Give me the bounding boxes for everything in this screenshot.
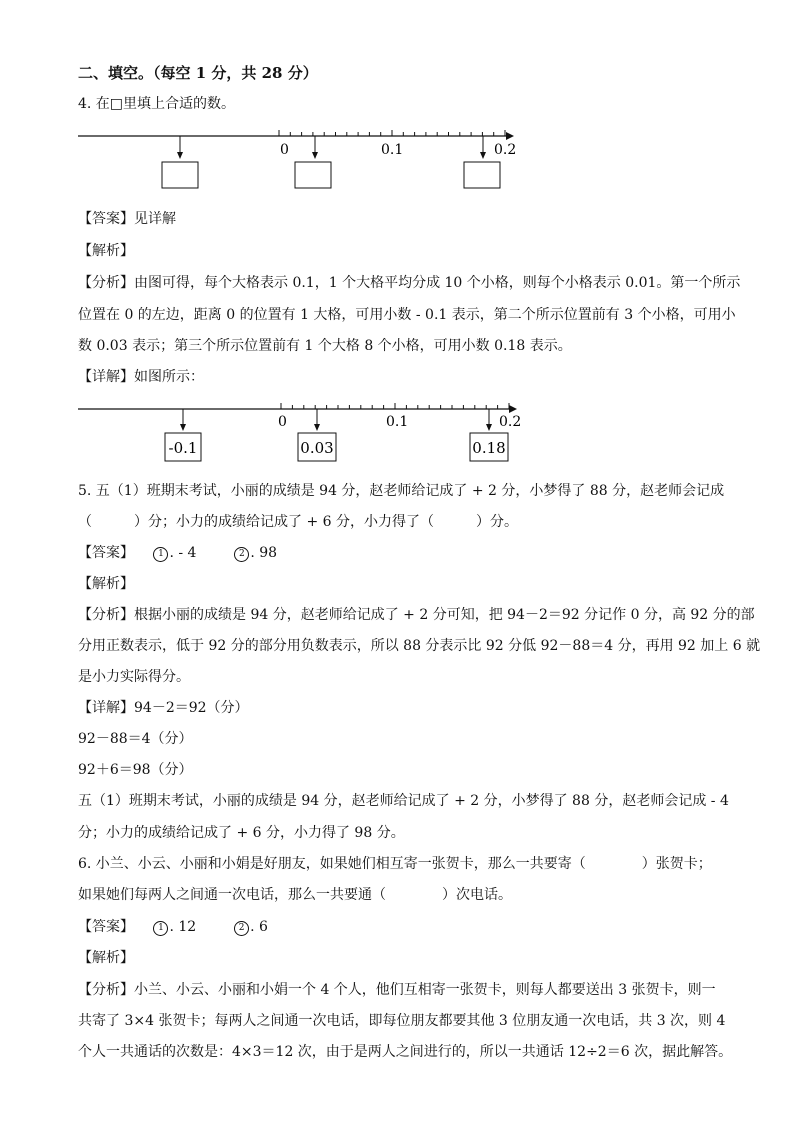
- q5-detail-line-3: 92＋6＝98（分）: [78, 762, 193, 778]
- q5-analysis-line-3: 是小力实际得分。: [78, 669, 190, 685]
- q5-analysis-line-1: 【分析】根据小丽的成绩是 94 分，赵老师给记成了 + 2 分可知，把 94－2＝92 分记作 0 分，高 92 分的部: [78, 607, 755, 623]
- blank-box-3[interactable]: [464, 162, 500, 188]
- q4-question: 4. 在□里填上合适的数。: [78, 96, 236, 112]
- q4-analysis-label: 【解析】: [78, 243, 134, 259]
- q5-question-line-2: （ ）分；小力的成绩给记成了 + 6 分，小力得了（ ）分。: [78, 514, 518, 530]
- answer-value-1: -0.1: [168, 439, 198, 457]
- axis-label-0.1: 0.1: [386, 414, 409, 430]
- q4-answer: 【答案】见详解: [78, 211, 176, 227]
- q5-question-line-1: 5. 五（1）班期末考试，小丽的成绩是 94 分，赵老师给记成了 + 2 分，小梦得了 88 分，赵老师会记成: [78, 483, 725, 499]
- axis-label-0: 0: [278, 414, 287, 430]
- q4-analysis-line-3: 数 0.03 表示；第三个所示位置前有 1 个大格 8 个小格，可用小数 0.18 表示。: [78, 338, 572, 354]
- answer-label: 【答案】: [78, 919, 134, 935]
- axis-label-0.1: 0.1: [381, 142, 404, 158]
- circled-number-1: 1: [153, 921, 168, 936]
- answer-value: . 12: [169, 919, 197, 935]
- blank-box-1[interactable]: [162, 162, 198, 188]
- q4-detail: 【详解】如图所示：: [78, 369, 204, 385]
- answer-value: . 98: [250, 545, 278, 561]
- q6-question-line-1: 6. 小兰、小云、小丽和小娟是好朋友，如果她们相互寄一张贺卡，那么一共要寄（ ）张贺卡；: [78, 856, 712, 872]
- q4-analysis-line-1: 【分析】由图可得，每个大格表示 0.1，1 个大格平均分成 10 个小格，则每个小格表示 0.01。第一个所示: [78, 275, 741, 291]
- circled-number-1: 1: [153, 547, 168, 562]
- q6-answer: [78, 918, 268, 936]
- q5-detail-line-4: 五（1）班期末考试，小丽的成绩是 94 分，赵老师给记成了 + 2 分，小梦得了 88 分，赵老师会记成 - 4: [78, 793, 729, 809]
- axis-label-0: 0: [280, 142, 289, 158]
- axis-label-0.2: 0.2: [499, 414, 522, 430]
- q5-answer: [78, 544, 277, 562]
- answer-value: . - 4: [169, 545, 197, 561]
- answer-value-3: 0.18: [472, 439, 506, 457]
- axis-label-0.2: 0.2: [494, 142, 517, 158]
- section-title: 二、填空。（每空 1 分，共 28 分）: [78, 64, 318, 82]
- q6-analysis-line-2: 共寄了 3×4 张贺卡；每两人之间通一次电话，即每位朋友都要其他 3 位朋友通一次电话，共 3 次，则 4: [78, 1013, 726, 1029]
- q5-analysis-label: 【解析】: [78, 576, 134, 592]
- answer-label: 【答案】: [78, 545, 134, 561]
- number-line-question: [78, 125, 528, 195]
- q5-detail-line-2: 92－88＝4（分）: [78, 731, 193, 747]
- q5-analysis-line-2: 分用正数表示，低于 92 分的部分用负数表示，所以 88 分表示比 92 分低 92－88＝4 分，再用 92 加上 6 就: [78, 638, 761, 654]
- answer-value-2: 0.03: [300, 439, 334, 457]
- q6-question-line-2: 如果她们每两人之间通一次电话，那么一共要通（ ）次电话。: [78, 887, 512, 903]
- q6-analysis-line-1: 【分析】小兰、小云、小丽和小娟一个 4 个人，他们互相寄一张贺卡，则每人都要送出 3 张贺卡，则一: [78, 982, 716, 998]
- q6-analysis-line-3: 个人一共通话的次数是：4×3＝12 次，由于是两人之间进行的，所以一共通话 12÷2＝6 次，据此解答。: [78, 1044, 733, 1060]
- q6-analysis-label: 【解析】: [78, 950, 134, 966]
- answer-value: . 6: [250, 919, 268, 935]
- q5-detail-line-1: 【详解】94－2＝92（分）: [78, 700, 249, 716]
- circled-number-2: 2: [234, 547, 249, 562]
- blank-box-2[interactable]: [295, 162, 331, 188]
- number-line-answer: [78, 398, 528, 468]
- q4-analysis-line-2: 位置在 0 的左边，距离 0 的位置有 1 大格，可用小数 - 0.1 表示，第二个所示位置前有 3 个小格，可用小: [78, 307, 736, 323]
- q5-detail-line-5: 分；小力的成绩给记成了 + 6 分，小力得了 98 分。: [78, 825, 405, 841]
- circled-number-2: 2: [234, 921, 249, 936]
